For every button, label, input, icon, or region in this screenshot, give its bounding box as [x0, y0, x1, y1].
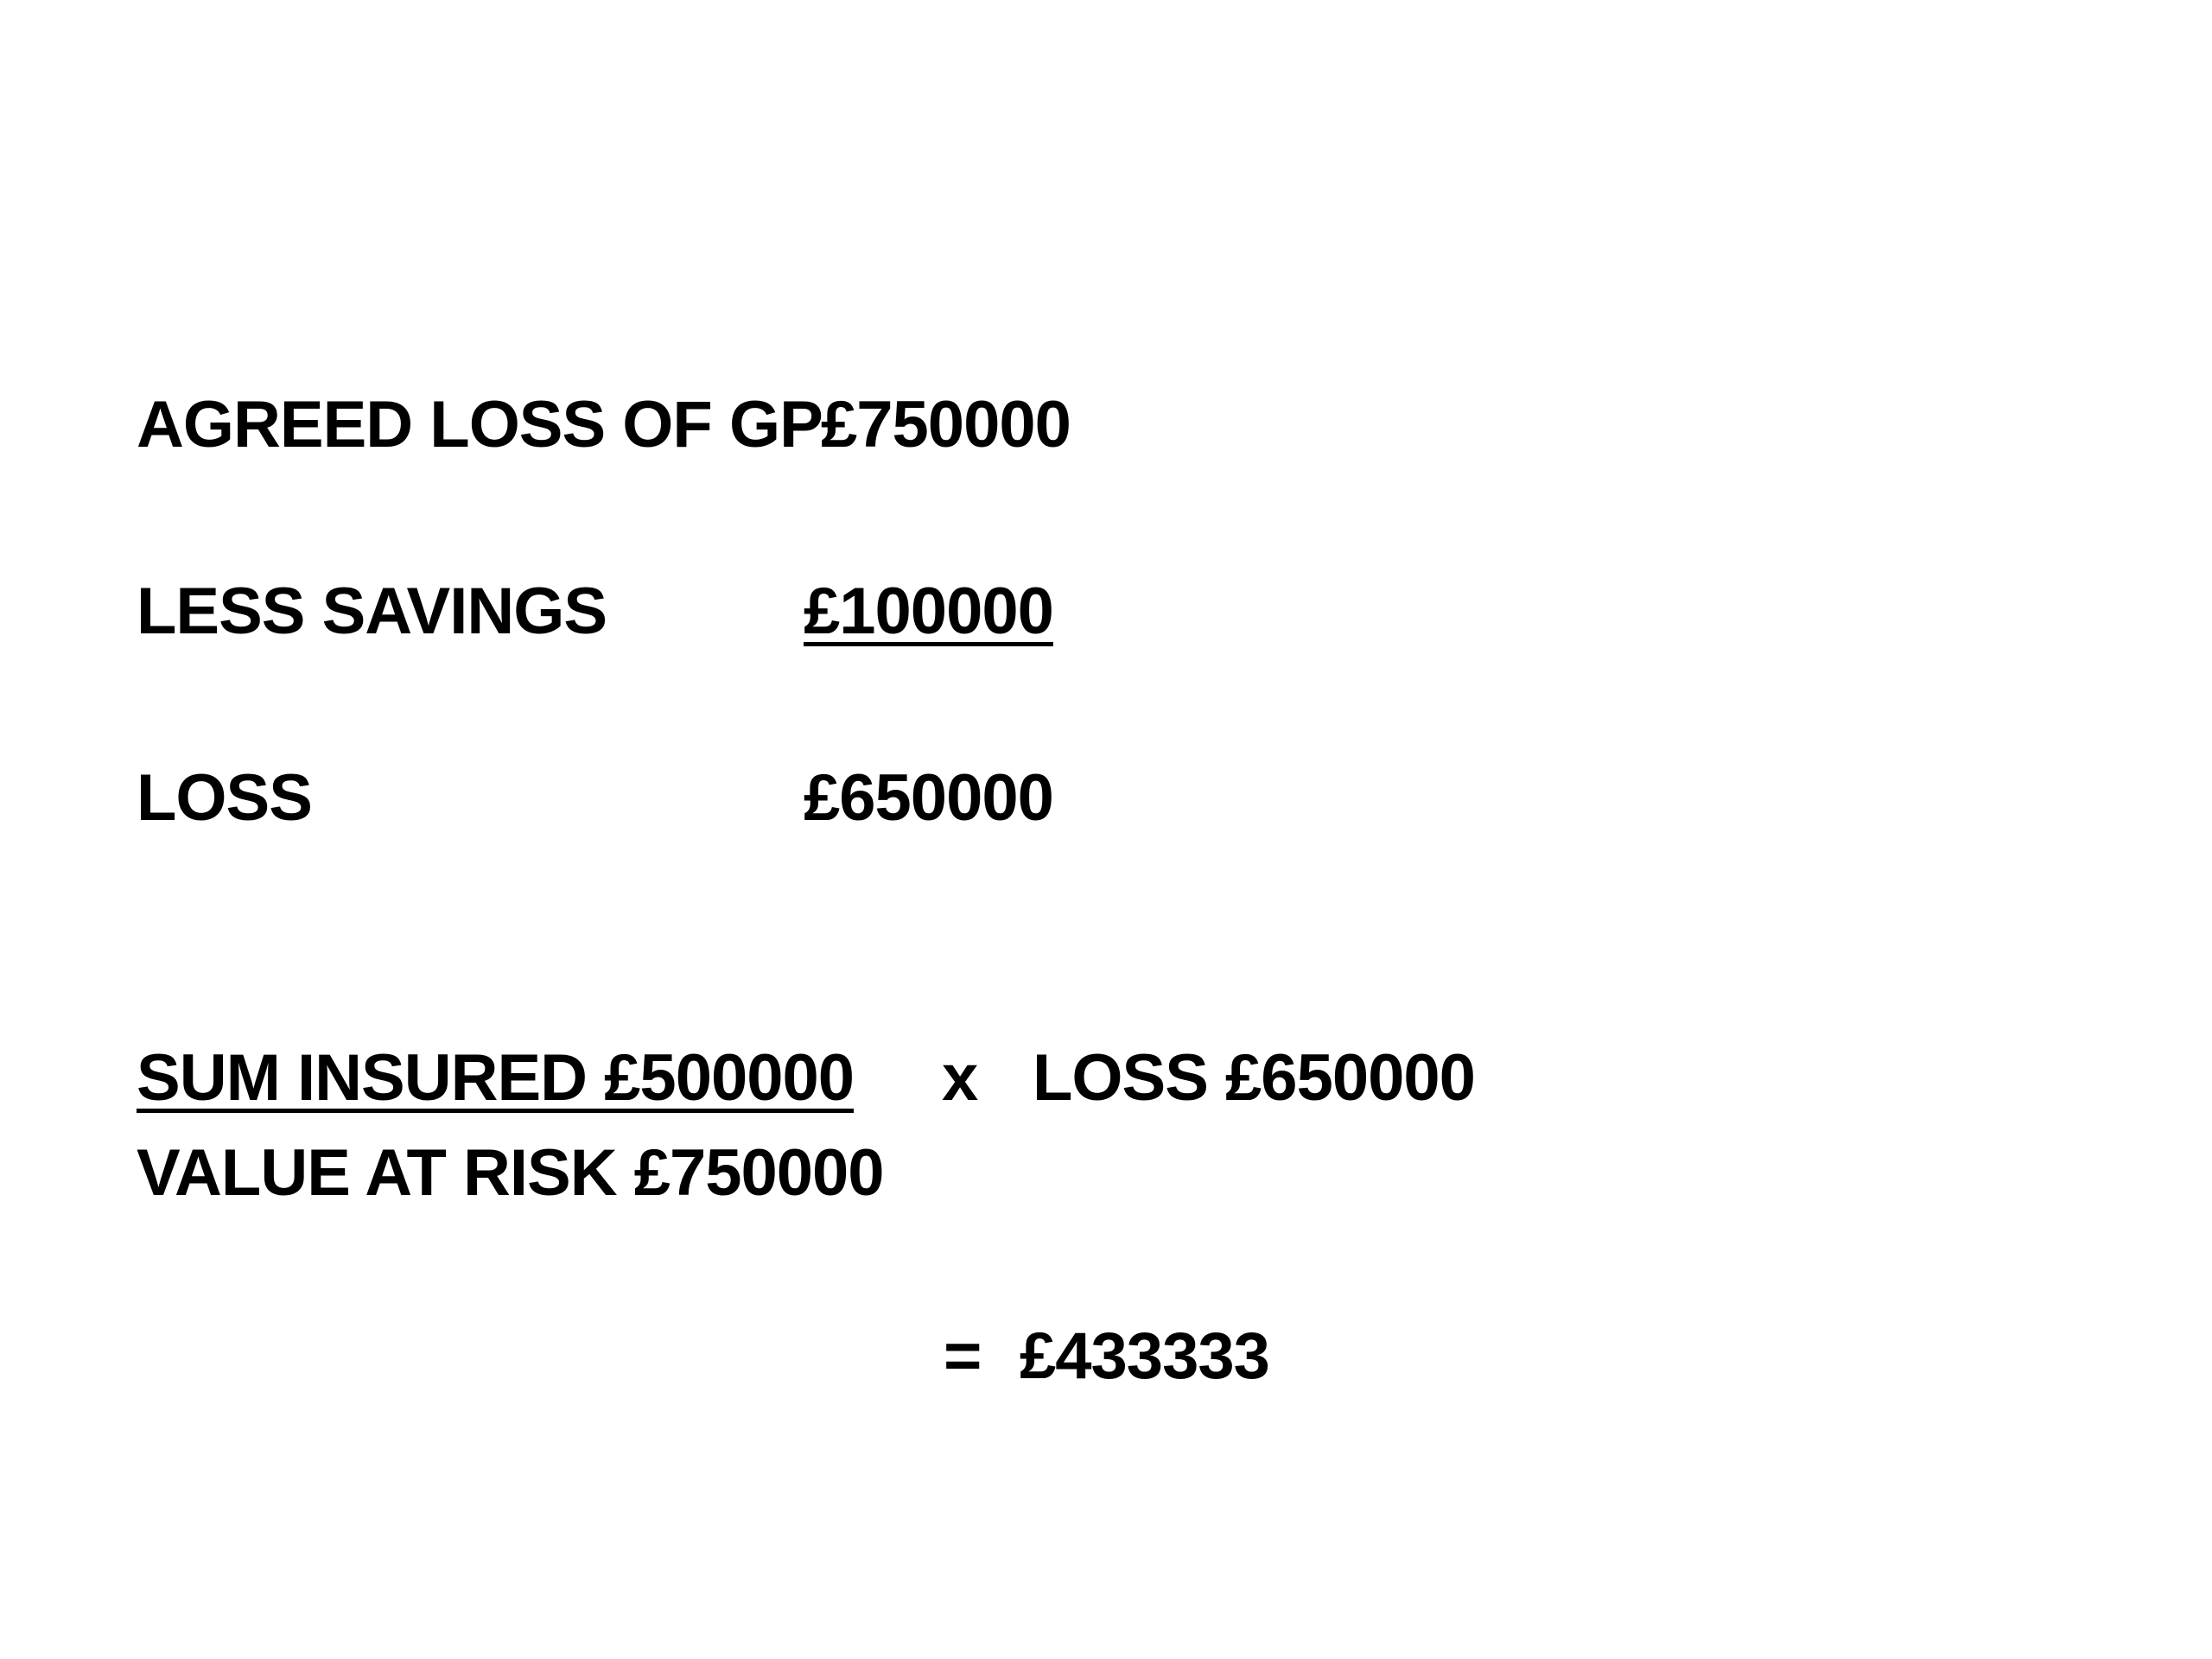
loss-label: LOSS — [137, 761, 312, 835]
equals-sign: = — [944, 1319, 982, 1393]
loss-multiplier: LOSS £650000 — [1033, 1041, 1475, 1115]
loss-amount: £650000 — [804, 761, 1053, 835]
result-amount: £433333 — [1020, 1319, 1269, 1393]
agreed-loss-amount: £750000 — [821, 388, 1071, 461]
less-savings-amount: £100000 — [804, 575, 1053, 648]
value-at-risk-denominator: VALUE AT RISK £750000 — [137, 1136, 884, 1210]
less-savings-label: LESS SAVINGS — [137, 575, 607, 648]
multiply-operator: x — [942, 1041, 978, 1115]
sum-insured-numerator: SUM INSURED £500000 — [137, 1041, 855, 1115]
agreed-loss-label: AGREED LOSS OF GP — [137, 388, 823, 461]
